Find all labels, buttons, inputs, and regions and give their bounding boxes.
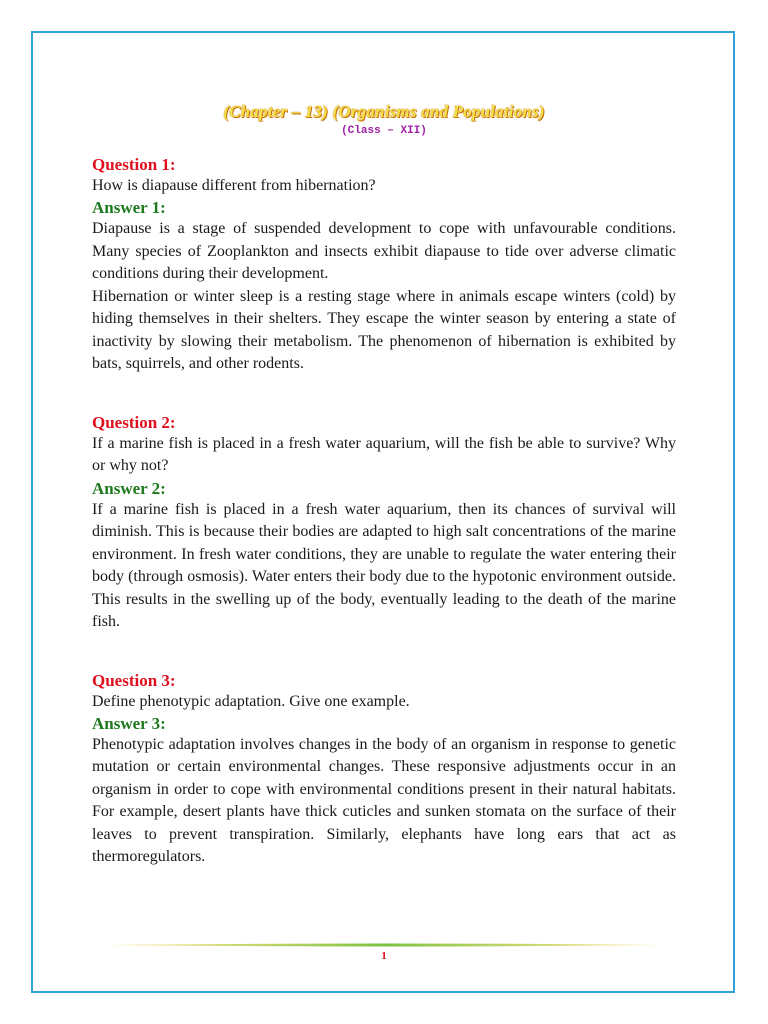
question-3-heading: Question 3: — [92, 670, 176, 690]
answer-1-paragraph-1: Diapause is a stage of suspended development to cope with unfavourable conditions. Many species of Zooplankton and insects exhibit diapause to tide over adverse climatic conditions during their development. — [92, 220, 676, 282]
chapter-title: (Chapter – 13) (Organisms and Populations) — [223, 102, 545, 121]
answer-1-heading: Answer 1: — [92, 198, 166, 217]
page-header — [0, 101, 768, 138]
question-2-heading: Question 2: — [92, 412, 176, 432]
question-1-heading: Question 1: — [92, 155, 176, 174]
answer-2-heading: Answer 2: — [92, 478, 166, 498]
qa-block-3 — [92, 670, 676, 869]
answer-1-paragraph-2: Hibernation or winter sleep is a resting stage where in animals escape winters (cold) by hiding themselves in their shelters. They escape the winter season by entering a state of inactivity by slowing their metabolism. The phenomenon of hibernation is exhibited by bats, squirrels, and other rodents. — [92, 287, 676, 372]
qa-block-2 — [92, 412, 676, 634]
answer-3-paragraph-1: Phenotypic adaptation involves changes in the body of an organism in response to genetic mutation or certain environmental changes. These responsive adjustments occur in an organism in order to cope with environmental conditions present in their natural habitats. For example, desert plants have thick cuticles and sunken stomata on the surface of their leaves to prevent transpiration. Similarly, elephants have long ears that act as thermoregulators. — [92, 735, 676, 865]
question-1-text: How is diapause different from hibernation? — [92, 177, 376, 194]
class-label: (Class – XII) — [341, 125, 427, 137]
answer-3-heading: Answer 3: — [92, 713, 166, 733]
footer-divider — [106, 942, 664, 948]
qa-content — [92, 154, 676, 869]
question-3-text: Define phenotypic adaptation. Give one example. — [92, 692, 410, 710]
qa-block-1 — [92, 154, 676, 376]
answer-2-paragraph-1: If a marine fish is placed in a fresh water aquarium, then its chances of survival will diminish. This is because their bodies are adapted to high salt concentrations of the marine environment. In fresh water conditions, they are unable to regulate the water entering their body (through osmosis). Water enters their body due to the hypotonic environment outside. This results in the swelling up of the body, eventually leading to the death of the marine fish. — [92, 500, 676, 630]
page-number: 1 — [381, 950, 387, 962]
question-2-text: If a marine fish is placed in a fresh water aquarium, will the fish be able to survive? Why or why not? — [92, 434, 676, 474]
